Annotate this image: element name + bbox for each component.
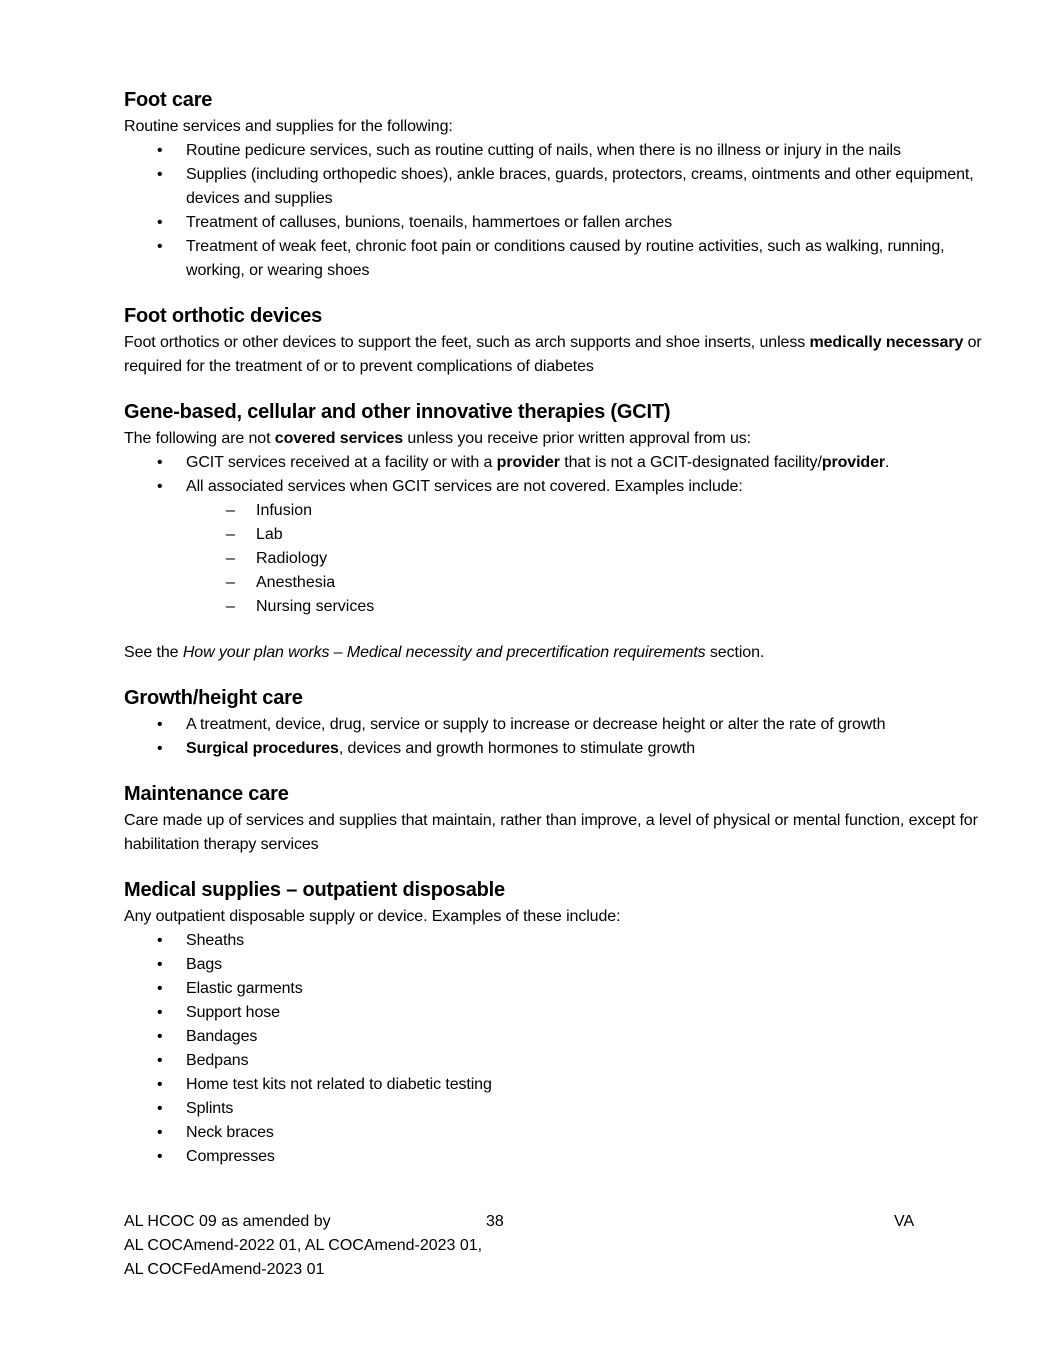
section-foot-care <box>124 86 994 283</box>
bullet-icon: • <box>157 932 163 949</box>
bullet-icon: • <box>157 214 163 231</box>
bullet-icon: • <box>157 478 163 495</box>
list-item: • Compresses <box>124 1145 994 1169</box>
section-title: Growth/height care <box>124 687 303 709</box>
bullet-icon: • <box>157 1052 163 1069</box>
bold-term: medically necessary <box>809 334 964 351</box>
section-text: Foot orthotics or other devices to support the feet, such as arch supports and shoe inserts, unless medically necessary or required for the treatment of or to prevent complications of diabetes <box>124 334 982 375</box>
section-text: Care made up of services and supplies that maintain, rather than improve, a level of physical or mental function, except for habilitation therapy services <box>124 812 978 853</box>
dash-icon: – <box>226 550 235 567</box>
bullet-icon: • <box>157 1028 163 1045</box>
list-item: • Supplies (including orthopedic shoes), ankle braces, guards, protectors, creams, ointments and other equipment, devices and supplies <box>124 163 994 211</box>
bullet-icon: • <box>157 1148 163 1165</box>
page-number: 38 <box>486 1213 504 1230</box>
bullet-icon: • <box>157 956 163 973</box>
list-item: • Elastic garments <box>124 977 994 1001</box>
section-foot-orthotic <box>124 302 994 379</box>
bullet-list <box>124 451 994 499</box>
list-item: • Treatment of calluses, bunions, toenails, hammertoes or fallen arches <box>124 211 994 235</box>
dash-icon: – <box>226 598 235 615</box>
dash-icon: – <box>226 526 235 543</box>
document-page <box>124 86 994 1188</box>
state-code: VA <box>894 1213 915 1230</box>
section-intro: Any outpatient disposable supply or device. Examples of these include: <box>124 908 621 925</box>
footer-line-3: AL COCFedAmend-2023 01 <box>124 1261 325 1278</box>
section-intro: The following are not covered services unless you receive prior written approval from us: <box>124 430 752 447</box>
list-item: • Support hose <box>124 1001 994 1025</box>
section-medical-supplies <box>124 876 994 1169</box>
section-title: Foot orthotic devices <box>124 305 323 327</box>
bullet-icon: • <box>157 1100 163 1117</box>
bullet-list <box>124 139 994 283</box>
bullet-icon: • <box>157 980 163 997</box>
list-item: • A treatment, device, drug, service or supply to increase or decrease height or alter the rate of growth <box>124 713 994 737</box>
sub-list-item: – Radiology <box>124 547 994 571</box>
bullet-icon: • <box>157 1076 163 1093</box>
sub-list-item: – Nursing services <box>124 595 994 619</box>
list-item: • Bedpans <box>124 1049 994 1073</box>
list-item: • Bandages <box>124 1025 994 1049</box>
list-item: • Bags <box>124 953 994 977</box>
section-title: Gene-based, cellular and other innovative therapies (GCIT) <box>124 401 671 423</box>
bullet-list <box>124 713 994 761</box>
list-item: • Home test kits not related to diabetic testing <box>124 1073 994 1097</box>
bullet-icon: • <box>157 166 163 183</box>
bullet-icon: • <box>157 454 163 471</box>
list-item: • Neck braces <box>124 1121 994 1145</box>
sub-list-item: – Lab <box>124 523 994 547</box>
section-growth <box>124 684 994 761</box>
list-item: • Splints <box>124 1097 994 1121</box>
page-footer <box>124 1210 994 1282</box>
dash-list <box>124 499 994 619</box>
list-item: • Surgical procedures, devices and growth hormones to stimulate growth <box>124 737 994 761</box>
bullet-list <box>124 929 994 1169</box>
sub-list-item: – Infusion <box>124 499 994 523</box>
footer-line-2: AL COCAmend-2022 01, AL COCAmend-2023 01, <box>124 1237 483 1254</box>
list-item: • GCIT services received at a facility or with a provider that is not a GCIT-designated facility/provider. <box>124 451 994 475</box>
see-reference: See the How your plan works – Medical necessity and precertification requirements section. <box>124 644 765 661</box>
section-title: Foot care <box>124 89 213 111</box>
dash-icon: – <box>226 502 235 519</box>
bullet-icon: • <box>157 1004 163 1021</box>
footer-line-1: AL HCOC 09 as amended by <box>124 1213 331 1230</box>
section-title: Maintenance care <box>124 783 289 805</box>
bullet-icon: • <box>157 238 163 255</box>
bullet-icon: • <box>157 740 163 757</box>
dash-icon: – <box>226 574 235 591</box>
section-intro: Routine services and supplies for the following: <box>124 118 453 135</box>
bullet-icon: • <box>157 716 163 733</box>
section-maintenance <box>124 780 994 857</box>
list-item: • Sheaths <box>124 929 994 953</box>
list-item: • Routine pedicure services, such as routine cutting of nails, when there is no illness or injury in the nails <box>124 139 994 163</box>
list-item: • Treatment of weak feet, chronic foot pain or conditions caused by routine activities, such as walking, running, working, or wearing shoes <box>124 235 994 283</box>
bold-term: covered services <box>274 430 404 447</box>
list-item: • All associated services when GCIT services are not covered. Examples include: <box>124 475 994 499</box>
bullet-icon: • <box>157 142 163 159</box>
bullet-icon: • <box>157 1124 163 1141</box>
italic-reference: How your plan works – Medical necessity and precertification requirements <box>182 644 706 661</box>
section-gcit <box>124 398 994 665</box>
sub-list-item: – Anesthesia <box>124 571 994 595</box>
section-title: Medical supplies – outpatient disposable <box>124 879 505 901</box>
